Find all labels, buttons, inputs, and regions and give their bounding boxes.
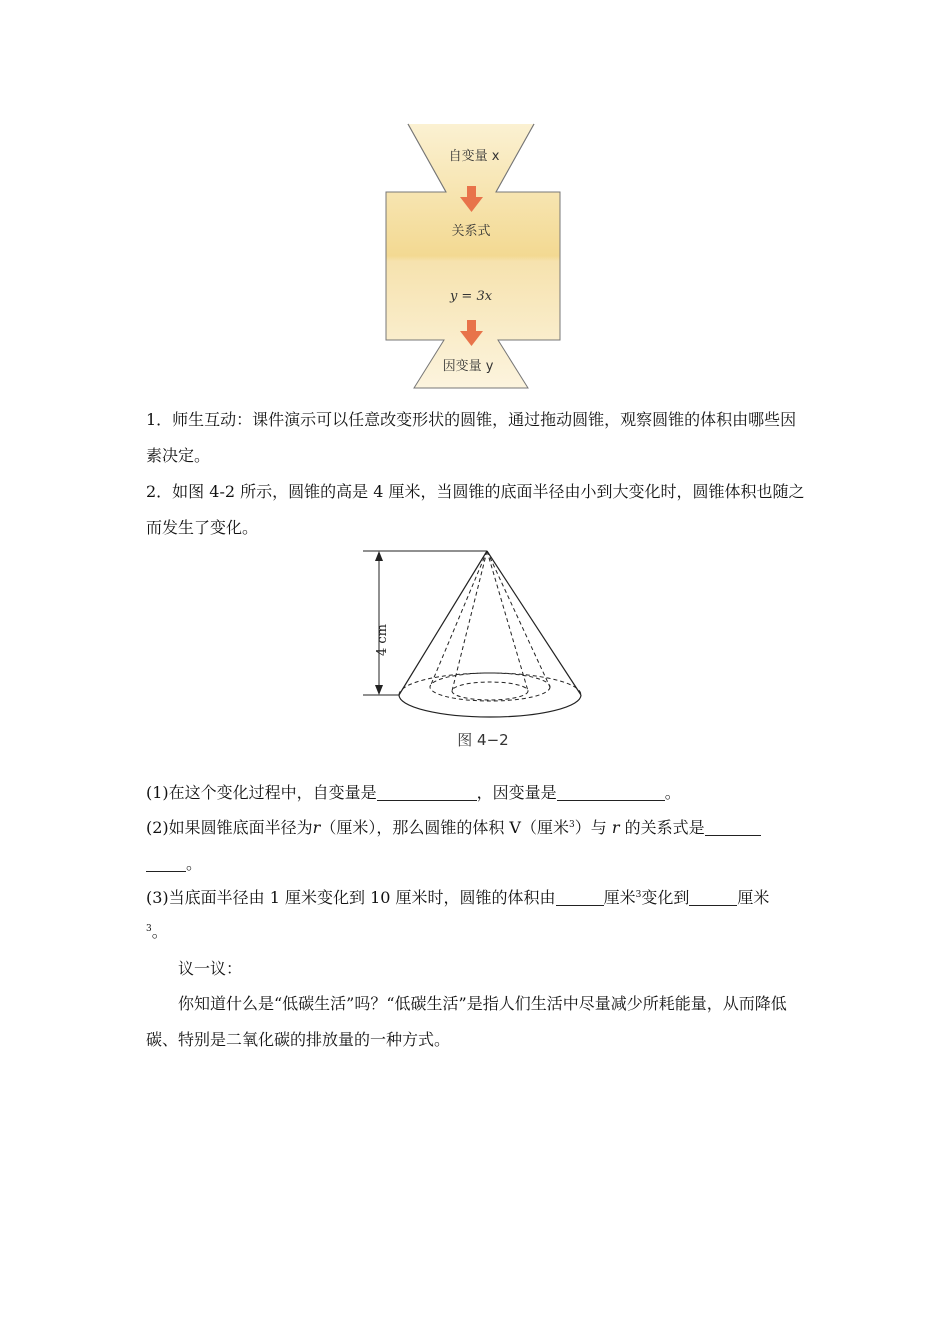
cone-figure <box>355 545 595 755</box>
function-machine-figure <box>378 120 564 390</box>
answer-blank[interactable] <box>377 782 477 801</box>
item-1-text: 1．师生互动：课件演示可以任意改变形状的圆锥，通过拖动圆锥，观察圆锥的体积由哪些因素决定。 <box>146 410 797 465</box>
answer-blank[interactable] <box>556 887 604 906</box>
discuss-heading: 议一议： <box>178 959 243 978</box>
dependent-variable-label: 因变量 y <box>442 359 494 374</box>
relation-label: 关系式 <box>451 224 491 239</box>
question-3: (3)当底面半径由 1 厘米变化到 10 厘米时，圆锥的体积由 厘米$^3$变化到 厘米 <box>146 888 770 907</box>
figure-caption: 图 4−2 <box>457 731 509 749</box>
height-label: 4 cm <box>375 623 390 657</box>
question-2-continued: 。 <box>146 846 810 882</box>
answer-blank[interactable] <box>689 887 737 906</box>
question-2: (2)如果圆锥底面半径为r（厘米），那么圆锥的体积 V（厘米$^3$）与 r 的关系式是 <box>146 810 810 846</box>
answer-blank[interactable] <box>557 782 665 801</box>
question-3-continued: $^3$。 <box>146 922 168 941</box>
independent-variable-label: 自变量 x <box>448 149 500 164</box>
item-2-text: 2．如图 4-2 所示，圆锥的高是 4 厘米，当圆锥的底面半径由小到大变化时，圆锥体积也随之而发生了变化。 <box>146 482 805 537</box>
question-1: (1)在这个变化过程中，自变量是 ，因变量是 。 <box>146 783 681 802</box>
discuss-text: 你知道什么是“低碳生活”吗？“低碳生活”是指人们生活中尽量减少所耗能量，从而降低碳、特别是二氧化碳的排放量的一种方式。 <box>146 994 787 1049</box>
answer-blank[interactable] <box>146 853 186 872</box>
formula-label: y = 3x <box>449 289 493 304</box>
answer-blank[interactable] <box>705 817 761 836</box>
